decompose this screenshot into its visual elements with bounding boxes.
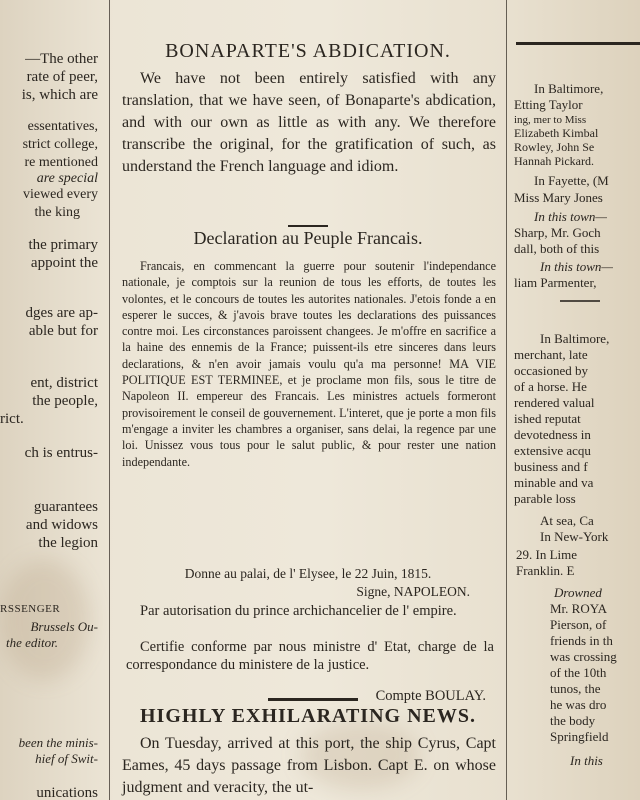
right-line: In this (570, 753, 603, 768)
right-line: Drowned (554, 585, 602, 600)
left-line: strict college, (22, 137, 98, 152)
right-line: friends in th (550, 633, 613, 648)
section-dash (560, 300, 600, 302)
column-rule (506, 0, 507, 800)
right-line: liam Parmenter, (514, 275, 597, 290)
right-line: occasioned by (514, 363, 589, 378)
right-line: Pierson, of (550, 617, 607, 632)
right-line: Etting Taylor (514, 97, 583, 112)
left-line: the king (34, 205, 80, 220)
right-line: merchant, late (514, 347, 588, 362)
left-line: essentatives, (27, 119, 98, 134)
news-text: On Tuesday, arrived at this port, the ship Cyrus, Capt Eames, 45 days passage from Lisbon. Capt E. on whose judgment and veracity, the ut- (122, 735, 496, 796)
right-line: rendered valual (514, 395, 595, 410)
right-line: was crossing (550, 649, 617, 664)
right-line: ing, mer to Miss (514, 114, 587, 126)
section-dash (288, 225, 328, 227)
left-line: guarantees (33, 499, 98, 515)
left-line: —The other (25, 51, 98, 67)
abdication-intro: We have not been entirely satisfied with any translation, that we have seen, of Bonaparte's abdication, and with our own as little as with any. We therefore transcribe the original, for the gratification of such, as understand the French language and idiom. (122, 70, 496, 175)
right-line: Franklin. E (516, 563, 575, 578)
right-line: In Fayette, (M (534, 173, 609, 188)
left-line: unications (36, 785, 98, 800)
news-headline: HIGHLY EXHILARATING NEWS. (140, 705, 476, 727)
left-line: been the minis- (18, 735, 98, 750)
left-line: and widows (25, 517, 98, 533)
right-line: Rowley, John Se (514, 140, 595, 154)
right-line: In this town— (540, 259, 613, 274)
left-column (0, 0, 104, 800)
certification-signature: Compte BOULAY. (375, 688, 486, 704)
right-line: dall, both of this (514, 241, 600, 256)
main-column (118, 0, 498, 800)
left-line: are special (36, 171, 98, 186)
right-line: At sea, Ca (540, 513, 594, 528)
left-line: viewed every (22, 187, 98, 202)
left-line: is, which are (21, 87, 98, 103)
declaration-text: Francais, en commencant la guerre pour soutenir l'independance nationale, je comptois sur la reunion de tous les efforts, de toutes les volontes, et le concours de toutes les autorites nationales. J'etois fonde a en esperer le succes, & j'avois brave toutes les declarations des puissances contre moi. Les circonstances paroissent changees. Je m'offre en sacrifice a la haine des ennemis de la France; puissent-ils etre sinceres dans leurs declarations, & n'en avoir jamais voulu qu'a ma personne! MA VIE POLITIQUE EST TERMINEE, et je proclame mon fils, sous le titre de Napoleon II. empereur des Francais. Les ministres actuels formeront provisoirement le conseil de gouvernement. L'interet, que je porte a mon fils m'engage a inviter les chambres a organiser, sans delai, la regence par une loi. Unissez vous tous pour le salut public, & pour rester une nation independante. (122, 259, 496, 469)
right-line: of a horse. He (514, 379, 587, 394)
right-line: 29. In Lime (516, 547, 578, 562)
column-rule (109, 0, 110, 800)
right-line: business and f (514, 459, 588, 474)
authorization-text: Par autorisation du prince archichancelier de l' empire. (140, 603, 457, 619)
right-line: In Baltimore, (534, 81, 604, 96)
declaration-signature: Signe, NAPOLEON. (356, 584, 470, 599)
left-line: ch is entrus- (24, 445, 98, 461)
right-line: he was dro (550, 697, 607, 712)
right-line: Springfield (550, 729, 609, 744)
right-line: Elizabeth Kimbal (514, 126, 599, 140)
right-line: tunos, the (550, 681, 601, 696)
left-line: the people, (32, 393, 98, 409)
left-line: dges are ap- (25, 305, 98, 321)
right-line: Sharp, Mr. Goch (514, 225, 601, 240)
right-line: parable loss (514, 491, 576, 506)
certification-text: Certifie conforme par nous ministre d' Etat, charge de la correspondance du ministere de la justice. (126, 639, 494, 673)
right-line: Hannah Pickard. (514, 154, 594, 168)
right-line: minable and va (514, 475, 594, 490)
left-line: hief of Swit- (35, 751, 98, 766)
right-line: ished reputat (514, 411, 581, 426)
right-line: extensive acqu (514, 443, 591, 458)
left-line: appoint the (30, 255, 98, 271)
declaration-dateline: Donne au palai, de l' Elysee, le 22 Juin, 1815. (184, 566, 432, 581)
column-top-rule (516, 42, 640, 45)
right-line: devotedness in (514, 427, 591, 442)
right-line: the body (550, 713, 596, 728)
left-line: the legion (38, 535, 98, 551)
left-line: the editor. (6, 635, 58, 650)
abdication-headline: BONAPARTE'S ABDICATION. (165, 40, 451, 62)
left-line: re mentioned (24, 155, 98, 170)
left-line: RSSENGER (0, 603, 61, 615)
right-line: In Baltimore, (540, 331, 610, 346)
right-column (510, 0, 640, 800)
left-line: Brussels Ou- (30, 619, 98, 634)
right-line: In this town— (534, 209, 607, 224)
right-line: Mr. ROYA (550, 601, 608, 616)
left-line: rate of peer, (26, 69, 98, 85)
right-line: of the 10th (550, 665, 607, 680)
left-line: the primary (28, 237, 98, 253)
right-line: Miss Mary Jones (514, 190, 603, 205)
left-line: rict. (0, 411, 24, 427)
section-separator (268, 698, 358, 701)
declaration-title: Declaration au Peuple Francais. (193, 228, 423, 248)
left-line: able but for (28, 323, 98, 339)
left-line: ent, district (30, 375, 98, 391)
right-line: In New-York (540, 529, 609, 544)
